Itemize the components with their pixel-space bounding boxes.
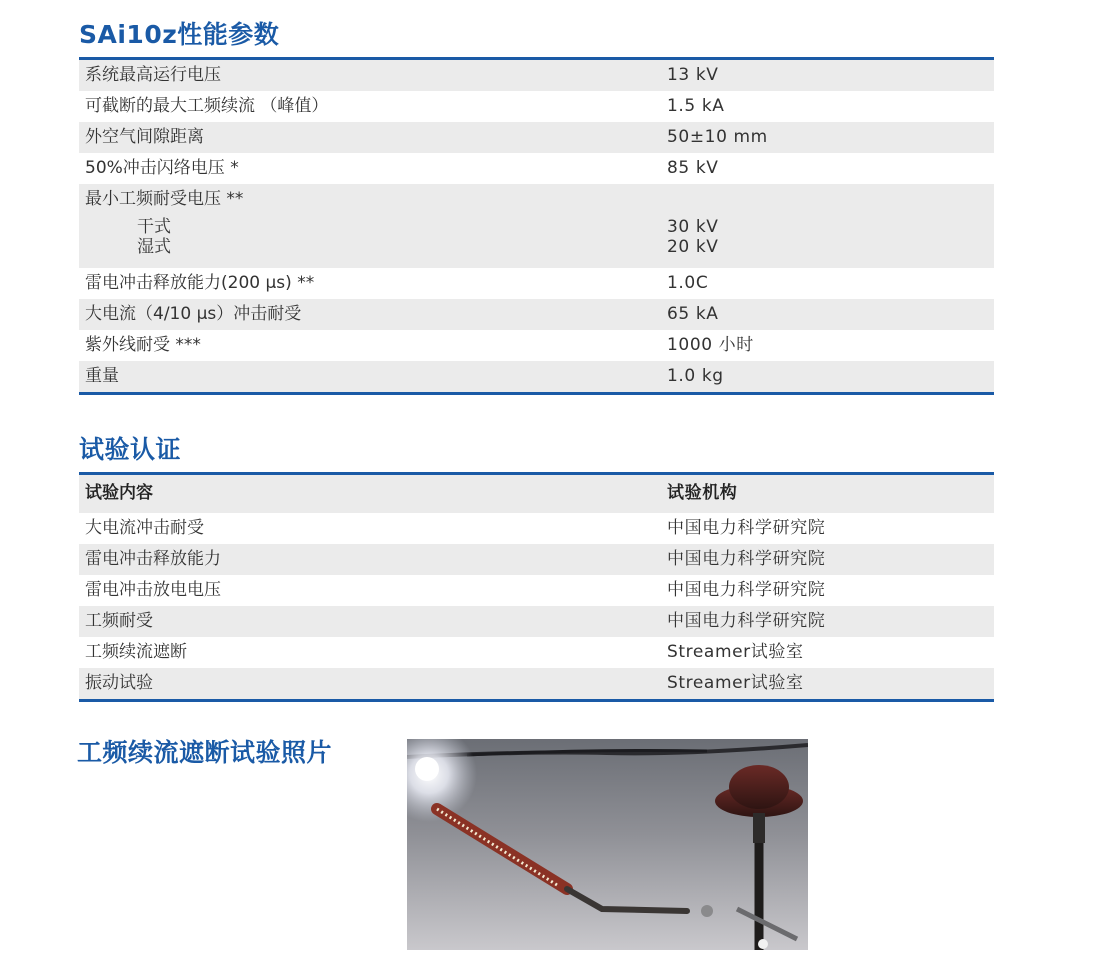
param-label: 外空气间隙距离 <box>85 127 204 147</box>
tests-bottom-rule <box>79 699 994 702</box>
param-label: 50%冲击闪络电压 * <box>85 158 239 178</box>
tests-row <box>79 637 994 668</box>
params-row <box>79 299 994 330</box>
params-row-withstand <box>79 184 994 268</box>
param-value: 85 kV <box>667 158 719 178</box>
param-sub-label-wet: 湿式 <box>137 237 171 257</box>
tests-table <box>79 472 994 702</box>
photo-section-title: 工频续流遮断试验照片 <box>77 738 333 767</box>
test-photo-illustration <box>407 739 808 950</box>
test-content: 工频续流遮断 <box>85 642 187 662</box>
params-row <box>79 330 994 361</box>
param-label: 雷电冲击释放能力(200 μs) ** <box>85 273 315 293</box>
param-label: 大电流（4/10 μs）冲击耐受 <box>85 304 302 324</box>
param-value: 1.5 kA <box>667 96 725 116</box>
params-row <box>79 60 994 91</box>
params-row <box>79 361 994 392</box>
params-row <box>79 122 994 153</box>
tests-row <box>79 606 994 637</box>
param-sub-value-dry: 30 kV <box>667 217 719 237</box>
param-value: 1000 小时 <box>667 335 754 355</box>
params-row <box>79 91 994 122</box>
params-row <box>79 268 994 299</box>
test-org: Streamer试验室 <box>667 642 804 662</box>
params-row <box>79 153 994 184</box>
param-sub-value-wet: 20 kV <box>667 237 719 257</box>
param-value: 1.0 kg <box>667 366 724 386</box>
params-table <box>79 57 994 395</box>
test-content: 雷电冲击放电电压 <box>85 580 221 600</box>
param-label: 重量 <box>85 366 119 386</box>
test-photo <box>407 739 808 950</box>
tests-row <box>79 668 994 699</box>
tests-header-content: 试验内容 <box>85 483 153 503</box>
param-label: 可截断的最大工频续流 （峰值） <box>85 96 329 116</box>
tests-row <box>79 575 994 606</box>
tests-section-title: 试验认证 <box>79 435 182 464</box>
param-value: 13 kV <box>667 65 719 85</box>
param-value: 50±10 mm <box>667 127 768 147</box>
param-value: 1.0C <box>667 273 709 293</box>
tests-row <box>79 513 994 544</box>
test-org: 中国电力科学研究院 <box>667 580 826 600</box>
params-section-title: SAi10z性能参数 <box>79 20 280 49</box>
test-content: 雷电冲击释放能力 <box>85 549 221 569</box>
test-org: Streamer试验室 <box>667 673 804 693</box>
test-org: 中国电力科学研究院 <box>667 611 826 631</box>
tests-row <box>79 544 994 575</box>
params-bottom-rule <box>79 392 994 395</box>
param-value: 65 kA <box>667 304 719 324</box>
test-content: 振动试验 <box>85 673 153 693</box>
test-content: 工频耐受 <box>85 611 153 631</box>
test-org: 中国电力科学研究院 <box>667 549 826 569</box>
test-org: 中国电力科学研究院 <box>667 518 826 538</box>
param-label: 最小工频耐受电压 ** <box>85 189 244 209</box>
param-label: 系统最高运行电压 <box>85 65 221 85</box>
test-content: 大电流冲击耐受 <box>85 518 204 538</box>
tests-header-row <box>79 475 994 513</box>
param-label: 紫外线耐受 *** <box>85 335 201 355</box>
param-sub-label-dry: 干式 <box>137 217 171 237</box>
tests-header-org: 试验机构 <box>667 483 738 503</box>
